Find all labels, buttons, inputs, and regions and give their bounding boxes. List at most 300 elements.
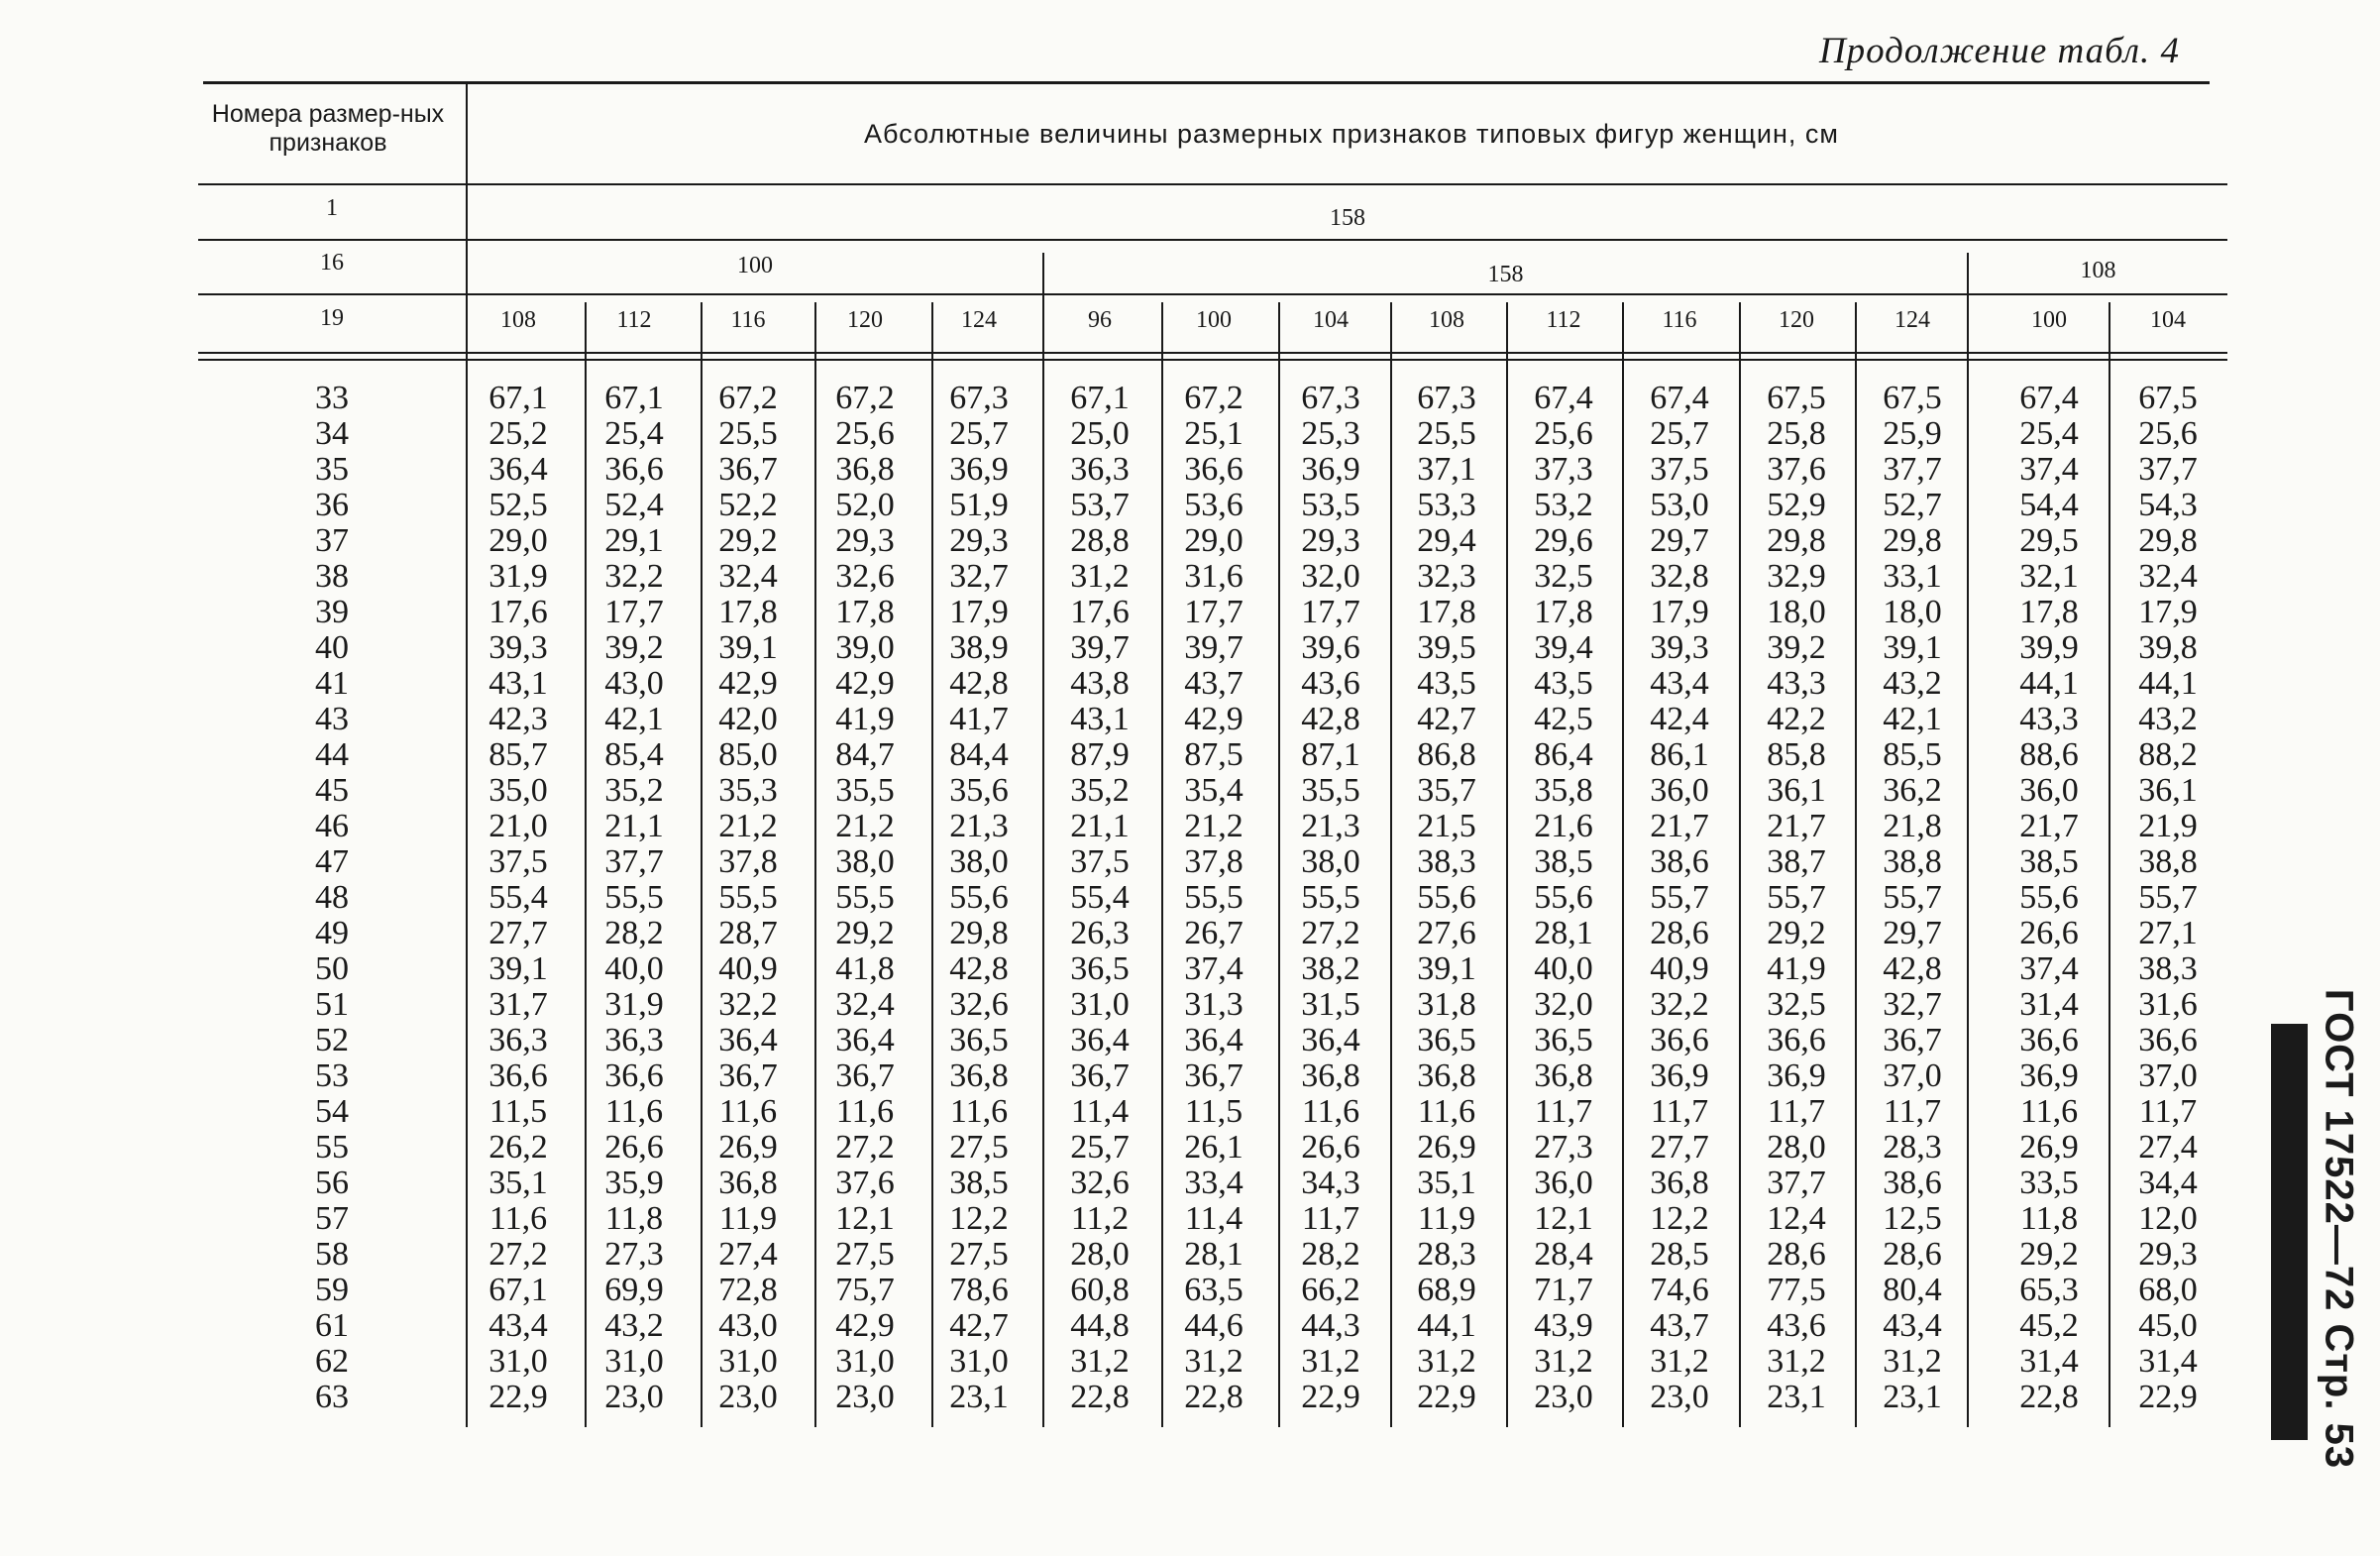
data-cell: 38,0 [949,843,1009,880]
data-cell: 32,7 [949,558,1009,595]
data-cell: 39,9 [2019,629,2079,666]
data-cell: 32,6 [1070,1165,1130,1201]
data-cell: 36,3 [488,1022,548,1058]
data-cell: 55,7 [2138,879,2198,916]
data-cell: 43,5 [1417,665,1476,702]
row-label-19: 19 [320,305,344,331]
data-cell: 39,1 [1417,950,1476,987]
data-cell: 36,8 [835,451,895,488]
data-cell: 63,5 [1184,1272,1244,1308]
data-cell: 36,0 [2019,772,2079,809]
data-cell: 11,6 [488,1200,548,1237]
data-cell: 52,2 [718,487,778,523]
data-column-3 [810,381,920,1415]
data-cell: 11,7 [1767,1093,1826,1130]
data-cell: 43,0 [604,665,664,702]
data-cell: 36,5 [949,1022,1009,1058]
feature-number: 52 [315,1022,349,1058]
data-cell: 29,6 [1534,522,1593,559]
data-cell: 37,7 [1767,1165,1826,1201]
data-cell: 53,0 [1650,487,1709,523]
data-cell: 26,9 [2019,1129,2079,1166]
data-cell: 36,8 [1650,1165,1709,1201]
data-cell: 32,1 [2019,558,2079,595]
subheader-9: 112 [1546,307,1581,333]
data-cell: 43,3 [2019,701,2079,737]
data-cell: 27,7 [488,915,548,951]
data-cell: 40,9 [1650,950,1709,987]
data-cell: 28,3 [1417,1236,1476,1273]
data-cell: 55,5 [604,879,664,916]
data-cell: 31,2 [1417,1343,1476,1380]
data-column-2 [693,381,804,1415]
data-cell: 67,5 [1767,380,1826,416]
subheader-5: 96 [1088,307,1112,333]
data-cell: 11,7 [2138,1093,2198,1130]
data-cell: 23,1 [1767,1379,1826,1415]
data-cell: 45,0 [2138,1307,2198,1344]
data-cell: 21,9 [2138,808,2198,844]
data-cell: 28,2 [604,915,664,951]
data-cell: 39,1 [718,629,778,666]
data-cell: 17,9 [1650,594,1709,630]
data-cell: 36,4 [718,1022,778,1058]
row-label-16: 16 [320,250,344,276]
data-cell: 42,8 [1883,950,1942,987]
data-cell: 42,8 [1301,701,1360,737]
data-cell: 11,7 [1883,1093,1942,1130]
data-cell: 25,4 [604,415,664,452]
data-cell: 37,1 [1417,451,1476,488]
continuation-caption: Продолжение табл. 4 [1818,31,2180,71]
data-cell: 37,6 [1767,451,1826,488]
data-cell: 29,2 [835,915,895,951]
data-cell: 28,7 [718,915,778,951]
data-cell: 40,0 [604,950,664,987]
data-cell: 39,3 [1650,629,1709,666]
data-cell: 42,9 [835,665,895,702]
data-cell: 67,1 [604,380,664,416]
data-cell: 52,9 [1767,487,1826,523]
data-cell: 25,5 [718,415,778,452]
data-cell: 43,4 [1883,1307,1942,1344]
data-cell: 54,4 [2019,487,2079,523]
data-cell: 11,9 [718,1200,778,1237]
data-cell: 21,3 [949,808,1009,844]
data-cell: 11,7 [1534,1093,1593,1130]
data-cell: 22,9 [1417,1379,1476,1415]
data-cell: 36,2 [1883,772,1942,809]
feature-number: 63 [315,1379,349,1415]
data-cell: 22,8 [2019,1379,2079,1415]
data-cell: 36,8 [1534,1057,1593,1094]
data-cell: 17,8 [1417,594,1476,630]
data-cell: 29,8 [2138,522,2198,559]
data-cell: 67,4 [1534,380,1593,416]
data-cell: 27,2 [1301,915,1360,951]
data-cell: 53,3 [1417,487,1476,523]
data-cell: 27,2 [488,1236,548,1273]
data-column-13 [1994,381,2105,1415]
data-cell: 36,5 [1534,1022,1593,1058]
data-cell: 29,7 [1883,915,1942,951]
data-cell: 27,7 [1650,1129,1709,1166]
data-cell: 25,7 [1650,415,1709,452]
feature-number: 40 [315,629,349,666]
data-cell: 29,2 [718,522,778,559]
data-cell: 34,4 [2138,1165,2198,1201]
data-cell: 31,2 [1184,1343,1244,1380]
data-cell: 31,8 [1417,986,1476,1023]
data-cell: 32,3 [1417,558,1476,595]
data-cell: 28,0 [1767,1129,1826,1166]
data-cell: 36,6 [1767,1022,1826,1058]
data-cell: 28,8 [1070,522,1130,559]
subheader-13: 100 [2031,307,2067,333]
data-cell: 23,1 [949,1379,1009,1415]
feature-number-column [287,381,377,1415]
data-cell: 35,4 [1184,772,1244,809]
data-cell: 43,9 [1534,1307,1593,1344]
data-cell: 11,6 [2019,1093,2079,1130]
data-cell: 69,9 [604,1272,664,1308]
data-cell: 32,4 [835,986,895,1023]
data-cell: 37,0 [1883,1057,1942,1094]
data-cell: 32,5 [1534,558,1593,595]
data-cell: 36,6 [1184,451,1244,488]
data-cell: 25,0 [1070,415,1130,452]
feature-number: 50 [315,950,349,987]
data-cell: 38,3 [1417,843,1476,880]
data-cell: 55,5 [835,879,895,916]
data-column-10 [1624,381,1735,1415]
data-cell: 32,7 [1883,986,1942,1023]
data-cell: 31,4 [2019,986,2079,1023]
data-cell: 53,5 [1301,487,1360,523]
data-cell: 88,2 [2138,736,2198,773]
data-cell: 85,5 [1883,736,1942,773]
data-cell: 31,0 [835,1343,895,1380]
data-cell: 67,4 [2019,380,2079,416]
data-cell: 11,6 [835,1093,895,1130]
feature-number: 59 [315,1272,349,1308]
data-cell: 17,9 [2138,594,2198,630]
data-cell: 37,5 [488,843,548,880]
data-cell: 25,1 [1184,415,1244,452]
data-cell: 37,7 [1883,451,1942,488]
feature-number: 39 [315,594,349,630]
feature-number: 33 [315,380,349,416]
data-cell: 55,7 [1767,879,1826,916]
data-cell: 72,8 [718,1272,778,1308]
feature-number-label: Номера размер-ных признаков [211,100,445,157]
data-cell: 42,2 [1767,701,1826,737]
data-cell: 36,4 [1301,1022,1360,1058]
data-column-9 [1508,381,1619,1415]
data-cell: 28,3 [1883,1129,1942,1166]
data-cell: 36,6 [604,451,664,488]
data-cell: 25,2 [488,415,548,452]
data-cell: 21,7 [2019,808,2079,844]
data-cell: 31,3 [1184,986,1244,1023]
data-cell: 36,7 [1070,1057,1130,1094]
data-cell: 29,2 [2019,1236,2079,1273]
data-cell: 31,2 [1883,1343,1942,1380]
data-cell: 74,6 [1650,1272,1709,1308]
data-cell: 43,4 [488,1307,548,1344]
data-cell: 18,0 [1767,594,1826,630]
data-cell: 85,7 [488,736,548,773]
data-cell: 55,6 [2019,879,2079,916]
data-cell: 41,9 [835,701,895,737]
group-label-1: 100 [737,253,773,278]
data-cell: 35,2 [604,772,664,809]
data-cell: 27,3 [1534,1129,1593,1166]
data-cell: 26,9 [718,1129,778,1166]
data-cell: 44,3 [1301,1307,1360,1344]
data-cell: 32,6 [835,558,895,595]
data-cell: 37,0 [2138,1057,2198,1094]
data-cell: 17,8 [835,594,895,630]
data-cell: 38,6 [1650,843,1709,880]
data-cell: 21,7 [1767,808,1826,844]
data-cell: 12,1 [1534,1200,1593,1237]
data-cell: 55,5 [1184,879,1244,916]
data-cell: 29,4 [1417,522,1476,559]
data-cell: 67,1 [1070,380,1130,416]
data-cell: 27,5 [949,1236,1009,1273]
data-cell: 51,9 [949,487,1009,523]
feature-number: 38 [315,558,349,595]
feature-number: 35 [315,451,349,488]
data-cell: 38,7 [1767,843,1826,880]
data-cell: 42,9 [835,1307,895,1344]
data-column-0 [463,381,574,1415]
data-cell: 21,5 [1417,808,1476,844]
data-column-7 [1275,381,1386,1415]
feature-number: 56 [315,1165,349,1201]
data-cell: 27,4 [2138,1129,2198,1166]
data-cell: 17,7 [604,594,664,630]
header-rule-1 [198,183,2227,185]
data-cell: 17,7 [1301,594,1360,630]
data-cell: 27,5 [949,1129,1009,1166]
data-cell: 25,6 [835,415,895,452]
data-cell: 40,0 [1534,950,1593,987]
data-cell: 55,7 [1883,879,1942,916]
data-cell: 26,2 [488,1129,548,1166]
data-cell: 23,0 [604,1379,664,1415]
data-cell: 60,8 [1070,1272,1130,1308]
data-cell: 35,0 [488,772,548,809]
data-cell: 37,7 [2138,451,2198,488]
data-cell: 25,6 [1534,415,1593,452]
data-column-12 [1857,381,1968,1415]
data-cell: 31,4 [2019,1343,2079,1380]
group-label-2: 158 [1487,262,1524,287]
data-cell: 32,5 [1767,986,1826,1023]
data-cell: 11,6 [718,1093,778,1130]
data-cell: 11,5 [1184,1093,1244,1130]
data-cell: 31,2 [1070,1343,1130,1380]
feature-number: 43 [315,701,349,737]
data-cell: 37,5 [1650,451,1709,488]
data-cell: 39,6 [1301,629,1360,666]
feature-number: 61 [315,1307,349,1344]
data-cell: 37,8 [1184,843,1244,880]
data-cell: 29,5 [2019,522,2079,559]
data-cell: 23,0 [835,1379,895,1415]
data-cell: 28,1 [1534,915,1593,951]
data-cell: 35,9 [604,1165,664,1201]
data-cell: 31,9 [488,558,548,595]
data-cell: 37,7 [604,843,664,880]
data-cell: 39,8 [2138,629,2198,666]
data-cell: 21,2 [1184,808,1244,844]
data-cell: 37,8 [718,843,778,880]
feature-number: 53 [315,1057,349,1094]
data-column-6 [1158,381,1269,1415]
data-cell: 39,2 [604,629,664,666]
data-cell: 36,0 [1534,1165,1593,1201]
data-cell: 12,1 [835,1200,895,1237]
feature-number: 57 [315,1200,349,1237]
data-cell: 35,6 [949,772,1009,809]
data-cell: 43,5 [1534,665,1593,702]
data-cell: 29,3 [835,522,895,559]
data-cell: 52,0 [835,487,895,523]
data-cell: 27,3 [604,1236,664,1273]
data-cell: 66,2 [1301,1272,1360,1308]
data-cell: 42,9 [1184,701,1244,737]
feature-number: 34 [315,415,349,452]
column-divider-11 [2109,302,2110,1427]
data-cell: 42,8 [949,950,1009,987]
data-cell: 27,5 [835,1236,895,1273]
data-cell: 22,9 [2138,1379,2198,1415]
data-column-14 [2112,381,2223,1415]
data-cell: 35,3 [718,772,778,809]
data-cell: 43,0 [718,1307,778,1344]
data-cell: 42,9 [718,665,778,702]
data-cell: 29,2 [1767,915,1826,951]
subheader-3: 120 [847,307,883,333]
data-cell: 32,2 [604,558,664,595]
data-cell: 39,7 [1184,629,1244,666]
data-cell: 29,8 [949,915,1009,951]
data-cell: 42,8 [949,665,1009,702]
feature-number: 44 [315,736,349,773]
data-cell: 43,1 [488,665,548,702]
data-cell: 36,6 [2138,1022,2198,1058]
feature-number: 58 [315,1236,349,1273]
data-cell: 28,1 [1184,1236,1244,1273]
data-cell: 39,7 [1070,629,1130,666]
data-cell: 86,1 [1650,736,1709,773]
data-cell: 36,3 [1070,451,1130,488]
data-cell: 67,3 [1301,380,1360,416]
data-cell: 42,1 [604,701,664,737]
data-cell: 38,5 [949,1165,1009,1201]
data-cell: 21,1 [604,808,664,844]
data-cell: 26,9 [1417,1129,1476,1166]
data-cell: 36,7 [1883,1022,1942,1058]
data-cell: 36,7 [1184,1057,1244,1094]
data-cell: 43,7 [1184,665,1244,702]
feature-number: 45 [315,772,349,809]
data-cell: 31,6 [1184,558,1244,595]
data-cell: 38,8 [2138,843,2198,880]
data-cell: 54,3 [2138,487,2198,523]
data-cell: 43,7 [1650,1307,1709,1344]
subheader-14: 104 [2150,307,2186,333]
data-cell: 23,0 [1534,1379,1593,1415]
data-cell: 32,2 [718,986,778,1023]
data-cell: 21,7 [1650,808,1709,844]
data-cell: 38,5 [2019,843,2079,880]
data-cell: 21,2 [835,808,895,844]
data-cell: 52,4 [604,487,664,523]
data-cell: 36,9 [949,451,1009,488]
subheader-11: 120 [1779,307,1814,333]
data-cell: 44,6 [1184,1307,1244,1344]
data-cell: 12,2 [949,1200,1009,1237]
data-cell: 36,3 [604,1022,664,1058]
header-rule-4 [198,352,2227,354]
data-cell: 31,6 [2138,986,2198,1023]
data-cell: 31,7 [488,986,548,1023]
data-cell: 38,0 [1301,843,1360,880]
data-cell: 36,6 [2019,1022,2079,1058]
data-cell: 26,3 [1070,915,1130,951]
data-cell: 11,7 [1650,1093,1709,1130]
data-cell: 29,0 [1184,522,1244,559]
data-cell: 85,8 [1767,736,1826,773]
data-cell: 43,6 [1767,1307,1826,1344]
data-cell: 55,5 [718,879,778,916]
data-cell: 11,2 [1070,1200,1130,1237]
data-cell: 32,9 [1767,558,1826,595]
data-cell: 27,2 [835,1129,895,1166]
data-cell: 33,4 [1184,1165,1244,1201]
data-column-8 [1391,381,1502,1415]
data-column-1 [579,381,690,1415]
data-cell: 67,1 [488,1272,548,1308]
data-cell: 22,8 [1184,1379,1244,1415]
data-cell: 21,3 [1301,808,1360,844]
data-cell: 38,9 [949,629,1009,666]
data-cell: 26,7 [1184,915,1244,951]
data-cell: 11,4 [1070,1093,1130,1130]
data-cell: 36,8 [949,1057,1009,1094]
data-cell: 29,0 [488,522,548,559]
height-value: 158 [1330,205,1365,231]
data-cell: 55,4 [488,879,548,916]
data-cell: 28,6 [1650,915,1709,951]
data-cell: 36,6 [488,1057,548,1094]
data-cell: 52,5 [488,487,548,523]
data-cell: 38,5 [1534,843,1593,880]
data-cell: 37,5 [1070,843,1130,880]
data-cell: 31,2 [1767,1343,1826,1380]
data-cell: 25,7 [1070,1129,1130,1166]
data-cell: 21,8 [1883,808,1942,844]
data-cell: 28,5 [1650,1236,1709,1273]
data-cell: 22,8 [1070,1379,1130,1415]
data-cell: 42,1 [1883,701,1942,737]
data-cell: 32,6 [949,986,1009,1023]
data-cell: 36,4 [1070,1022,1130,1058]
